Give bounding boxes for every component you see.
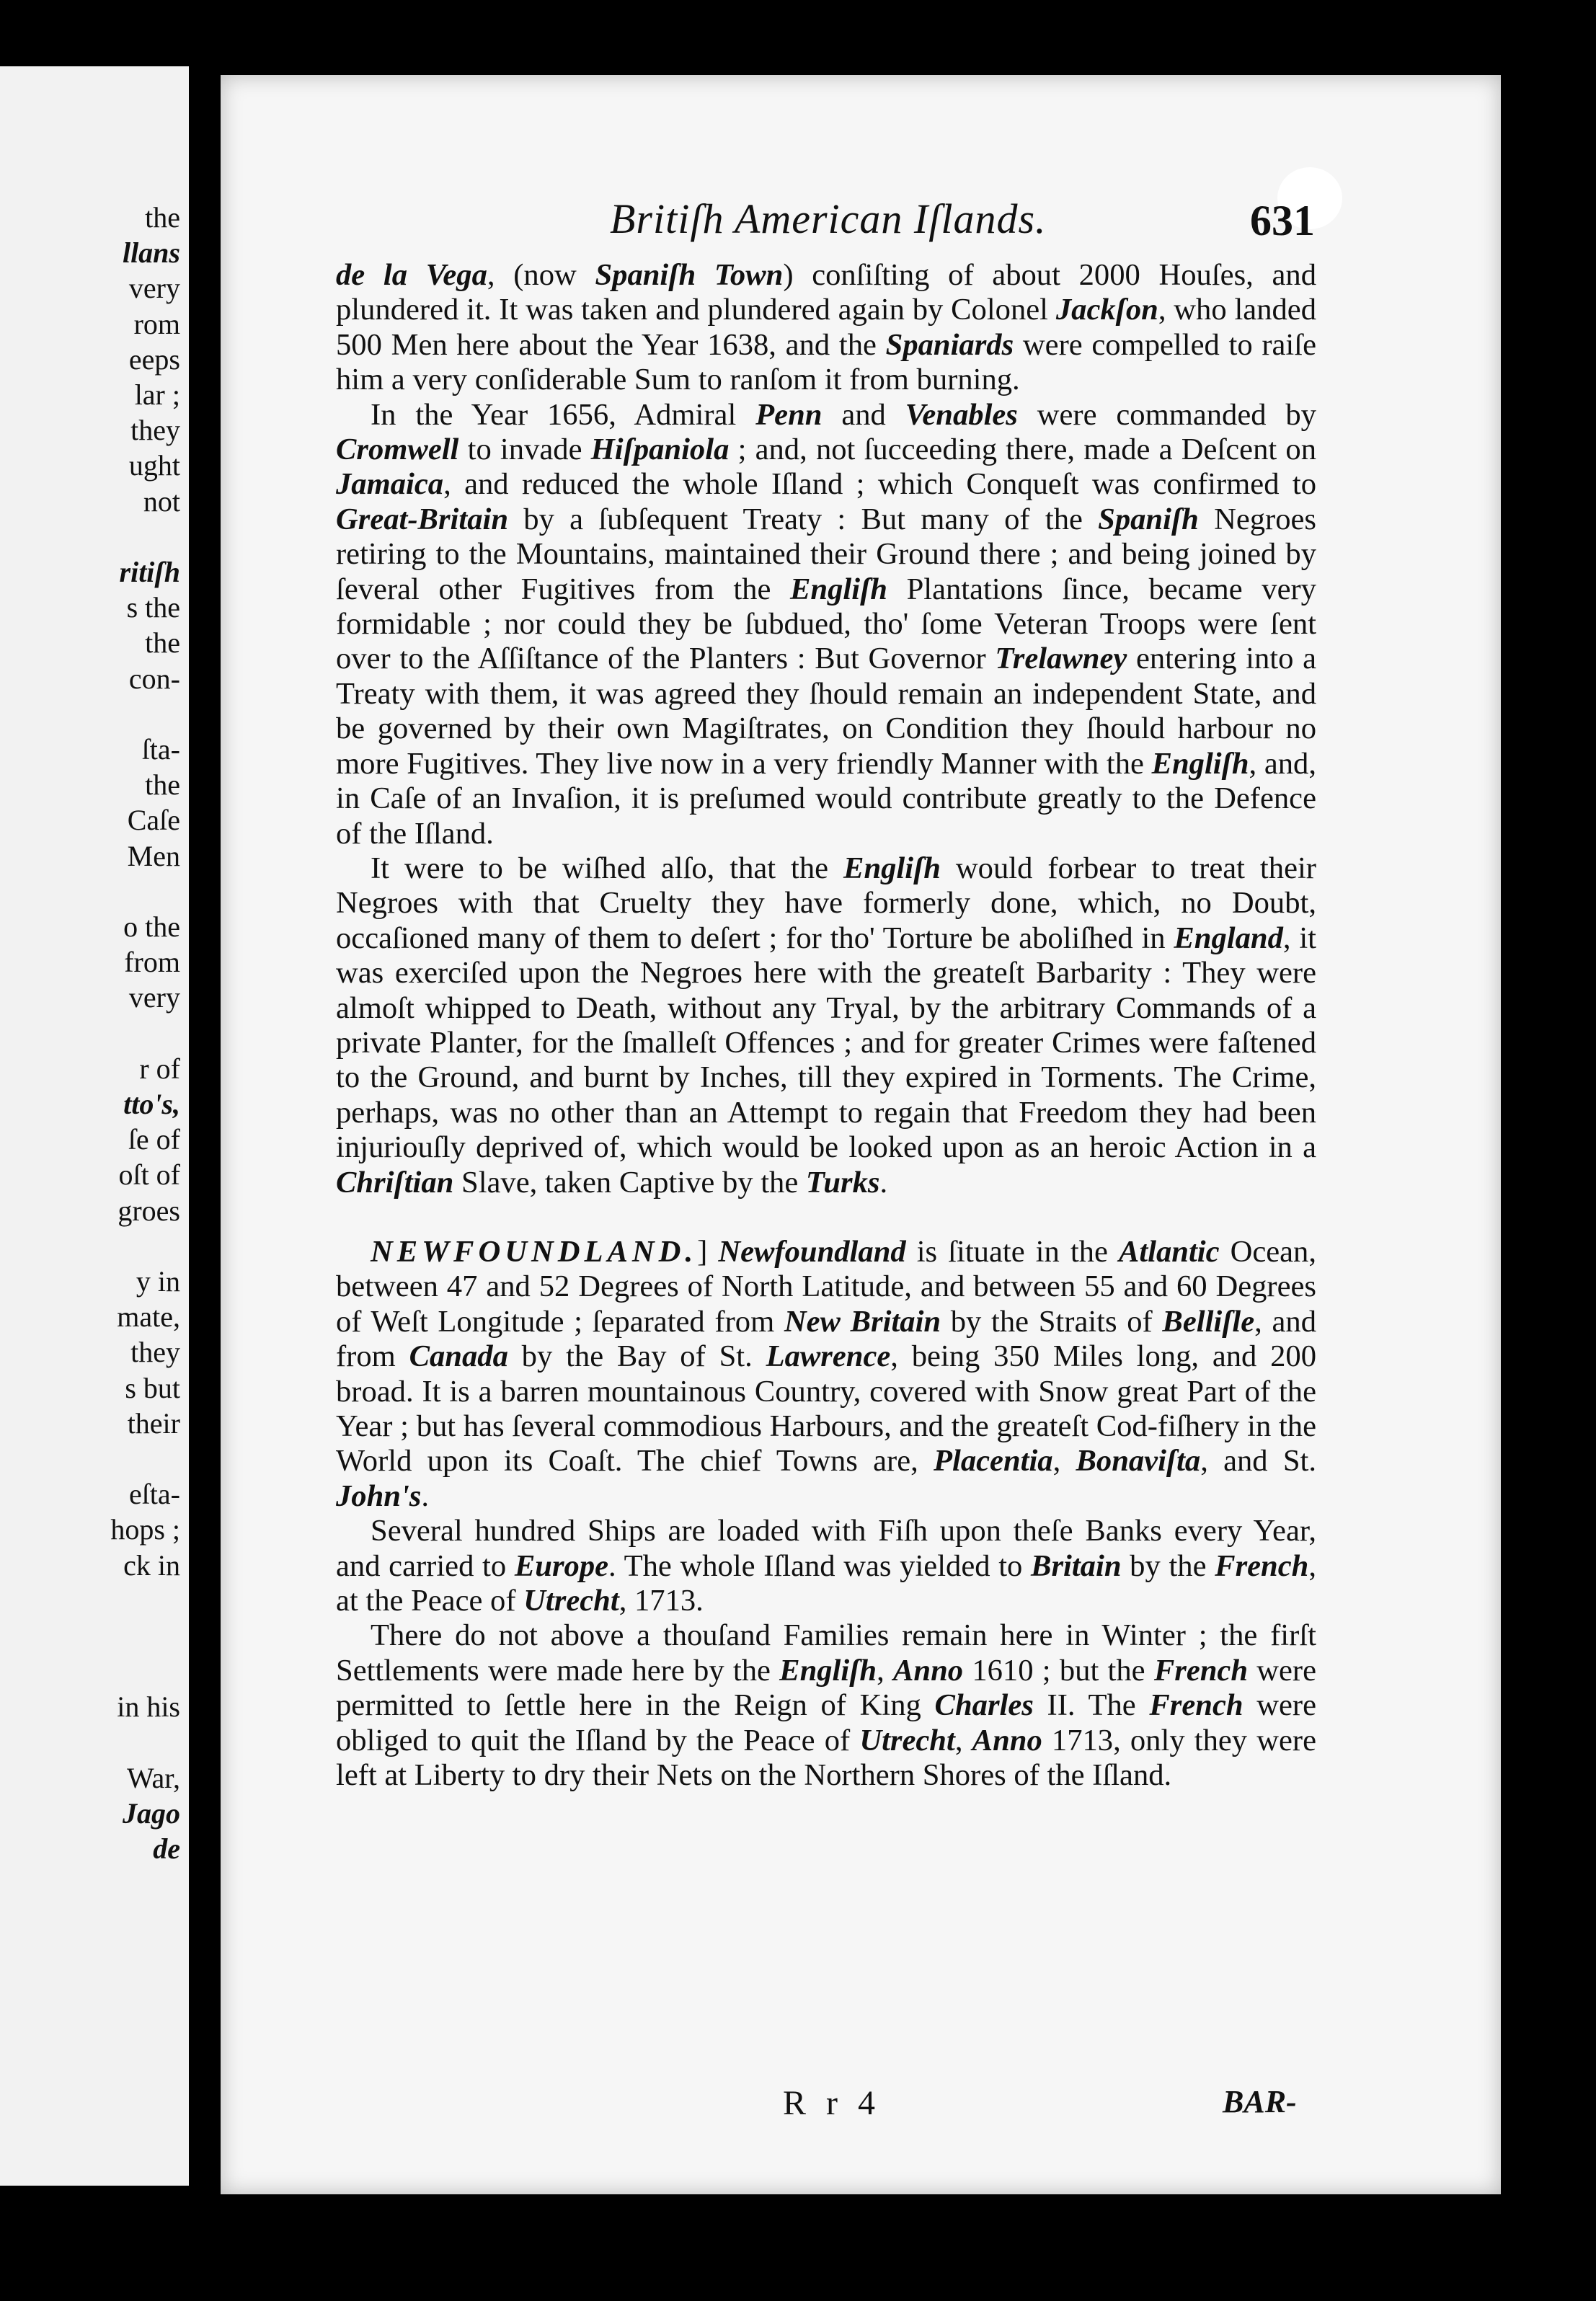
signature-mark: R r 4 [783,2084,881,2122]
paragraph: de la Vega, (now Spaniſh Town) conſiſting of about 2000 Houſes, and plundered it. It was taken and plundered again by Colonel Jackſon, who landed 500 Men here about the Year 1638, and the Spaniards were compelled to raiſe him a very conſiderable Sum to ranſom it from burning. [336,258,1316,397]
left-page-line-fragment: oſt of [118,1158,180,1192]
left-page-line-fragment: mate, [117,1300,180,1334]
left-page-line-fragment: their [127,1406,180,1440]
left-facing-page [0,66,189,2186]
left-page-line-fragment: r of [139,1052,180,1085]
page-number: 631 [1250,197,1315,244]
left-page-line-fragment: the [145,201,180,234]
paragraph: NEWFOUNDLAND.] Newfoundland is ſituate in the Atlantic Ocean, between 47 and 52 Degrees of North Latitude, and between 55 and 60 Degrees of Weſt Longitude ; ſeparated from New Britain by the Straits of Belliſle, and from Canada by the Bay of St. Lawrence, being 350 Miles long, and 200 broad. It is a barren mountainous Country, covered with Snow great Part of the Year ; but has ſeveral commodious Harbours, and the greateſt Cod-fiſhery in the World upon its Coaſt. The chief Towns are, Placentia, Bonaviſta, and St. John's. [336,1234,1317,1513]
paragraph: There do not above a thouſand Families remain here in Winter ; the firſt Settlements were made here by the Engliſh, Anno 1610 ; but the French were permitted to ſettle here in the Reign of King Charles II. The French were obliged to quit the Iſland by the Peace of Utrecht, Anno 1713, only they were left at Liberty to dry their Nets on the Northern Shores of the Iſland. [336,1618,1317,1793]
left-page-line-fragment: the [145,626,180,660]
left-page-line-fragment: in his [117,1690,180,1724]
paragraph: It were to be wiſhed alſo, that the Engliſh would forbear to treat their Negroes with that Cruelty they have formerly done, which, no Doubt, occaſioned many of them to deſert ; for tho' Torture be aboliſhed in England, it was exerciſed upon the Negroes here with the greateſt Barbarity : They were almoſt whipped to Death, without any Tryal, by the arbitrary Commands of a private Planter, for the ſmalleſt Offences ; and for greater Crimes were faſtened to the Ground, and burnt by Inches, till they expired in Torments. The Crime, perhaps, was no other than an Attempt to regain that Freedom they had been injuriouſly deprived of, which would be looked upon as an heroic Action in a Chriſtian Slave, taken Captive by the Turks. [336,851,1317,1200]
book-page [221,75,1501,2194]
left-page-line-fragment: hops ; [110,1513,180,1546]
left-page-line-fragment: ſta- [141,733,180,766]
left-page-line-fragment: they [130,414,180,447]
left-page-line-fragment: con- [128,662,180,695]
left-page-line-fragment: Caſe [127,804,180,837]
paragraph: Several hundred Ships are loaded with Fiſh upon theſe Banks every Year, and carried to Europe. The whole Iſland was yielded to Britain by the French, at the Peace of Utrecht, 1713. [336,1514,1316,1618]
catchword: BAR- [1223,2084,1297,2119]
left-page-line-fragment: eeps [128,342,180,376]
left-page-line-fragment: very [128,272,180,305]
left-page-line-fragment: Jago [123,1797,180,1830]
left-page-line-fragment: the [145,768,180,802]
left-page-line-fragment: they [130,1336,180,1369]
left-page-line-fragment: lar ; [134,378,180,411]
running-head: Britiſh American Iſlands. [610,195,1047,242]
left-page-line-fragment: de [153,1832,180,1866]
left-page-line-fragment: rom [133,307,180,340]
left-page-line-fragment: Men [127,839,180,872]
left-page-line-fragment: groes [118,1194,180,1227]
left-page-line-fragment: s the [126,591,180,624]
left-page-line-fragment: ſe of [128,1123,180,1156]
left-page-line-fragment: eſta- [128,1478,180,1511]
left-page-line-fragment: from [124,946,180,979]
left-page-line-fragment: tto's, [123,1088,180,1120]
left-page-line-fragment: ught [128,449,180,482]
left-page-line-fragment: ritiſh [119,556,180,588]
paragraph: In the Year 1656, Admiral Penn and Venables were commanded by Cromwell to invade Hiſpaniola ; and, not ſucceeding there, made a Deſcent on Jamaica, and reduced the whole Iſland ; which Conqueſt was confirmed to Great-Britain by a ſubſequent Treaty : But many of the Spaniſh Negroes retiring to the Mountains, maintained their Ground there ; and being joined by ſeveral other Fugitives from the Engliſh Plantations ſince, became very formidable ; nor could they be ſubdued, tho' ſome Veteran Troops were ſent over to the Aſſiſtance of the Planters : But Governor Trelawney entering into a Treaty with them, it was agreed they ſhould remain an independent State, and be governed by their own Magiſtrates, on Condition they ſhould harbour no more Fugitives. They live now in a very friendly Manner with the Engliſh, and, in Caſe of an Invaſion, it is preſumed would contribute greatly to the Defence of the Iſland. [336,397,1316,851]
left-page-line-fragment: llans [122,236,180,270]
left-page-line-fragment: y in [136,1265,180,1298]
left-page-line-fragment: ck in [123,1548,180,1582]
body-text [336,258,1316,1793]
left-page-line-fragment: War, [126,1761,180,1794]
left-page-line-fragment: not [143,484,180,518]
left-page-line-fragment: s but [125,1371,180,1404]
left-page-line-fragment: very [128,981,180,1014]
left-page-line-fragment: o the [123,910,180,943]
